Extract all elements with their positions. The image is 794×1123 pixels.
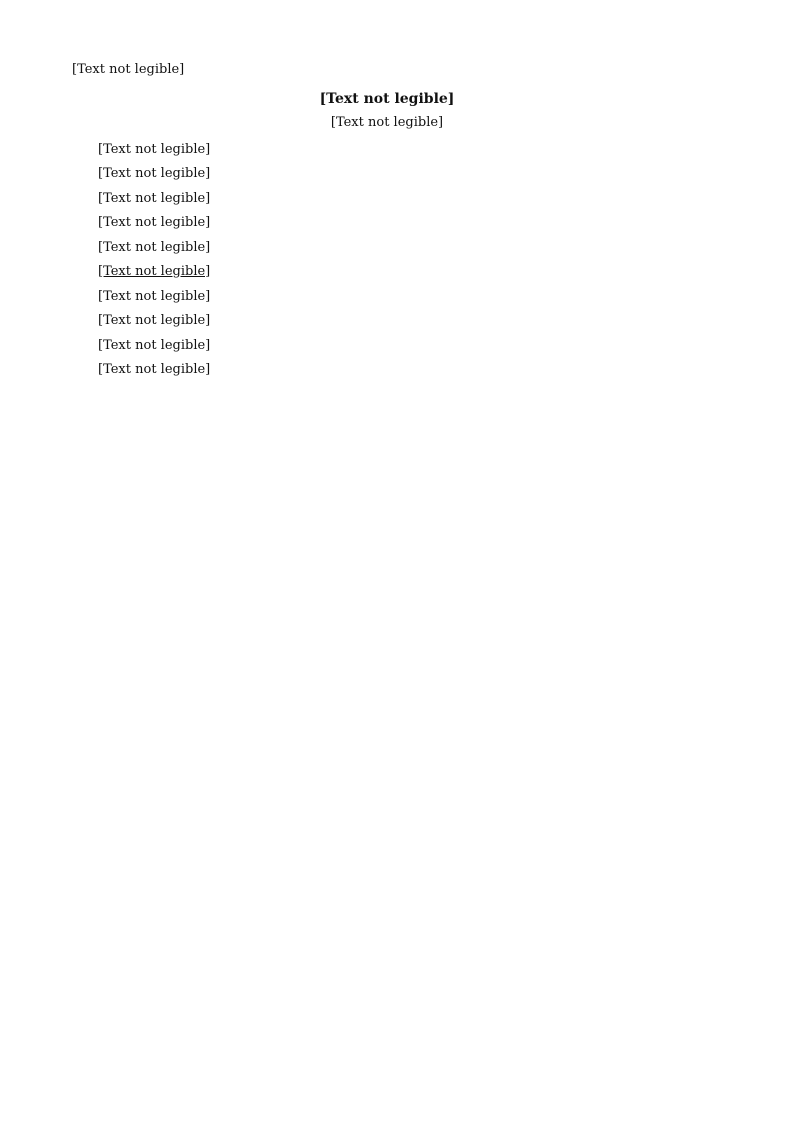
paragraph: [Text not legible]	[98, 166, 211, 181]
paragraph: [Text not legible]	[98, 362, 211, 377]
paragraph: [Text not legible]	[98, 337, 211, 353]
paragraph: [Text not legible]	[98, 313, 211, 328]
paragraph: [Text not legible]	[98, 288, 211, 304]
paragraph: [Text not legible]	[98, 190, 211, 206]
passage-title: [Text not legible]	[319, 90, 455, 107]
question-line-wrapper	[72, 260, 702, 285]
paragraph: [Text not legible]	[98, 215, 211, 230]
paragraph: [Text not legible]	[98, 239, 211, 255]
paragraph: [Text not legible]	[98, 141, 211, 157]
reading-instruction: [Text not legible]	[72, 62, 185, 77]
passage-author: [Text not legible]	[330, 115, 444, 130]
underlined-question: [Text not legible]	[98, 264, 211, 279]
